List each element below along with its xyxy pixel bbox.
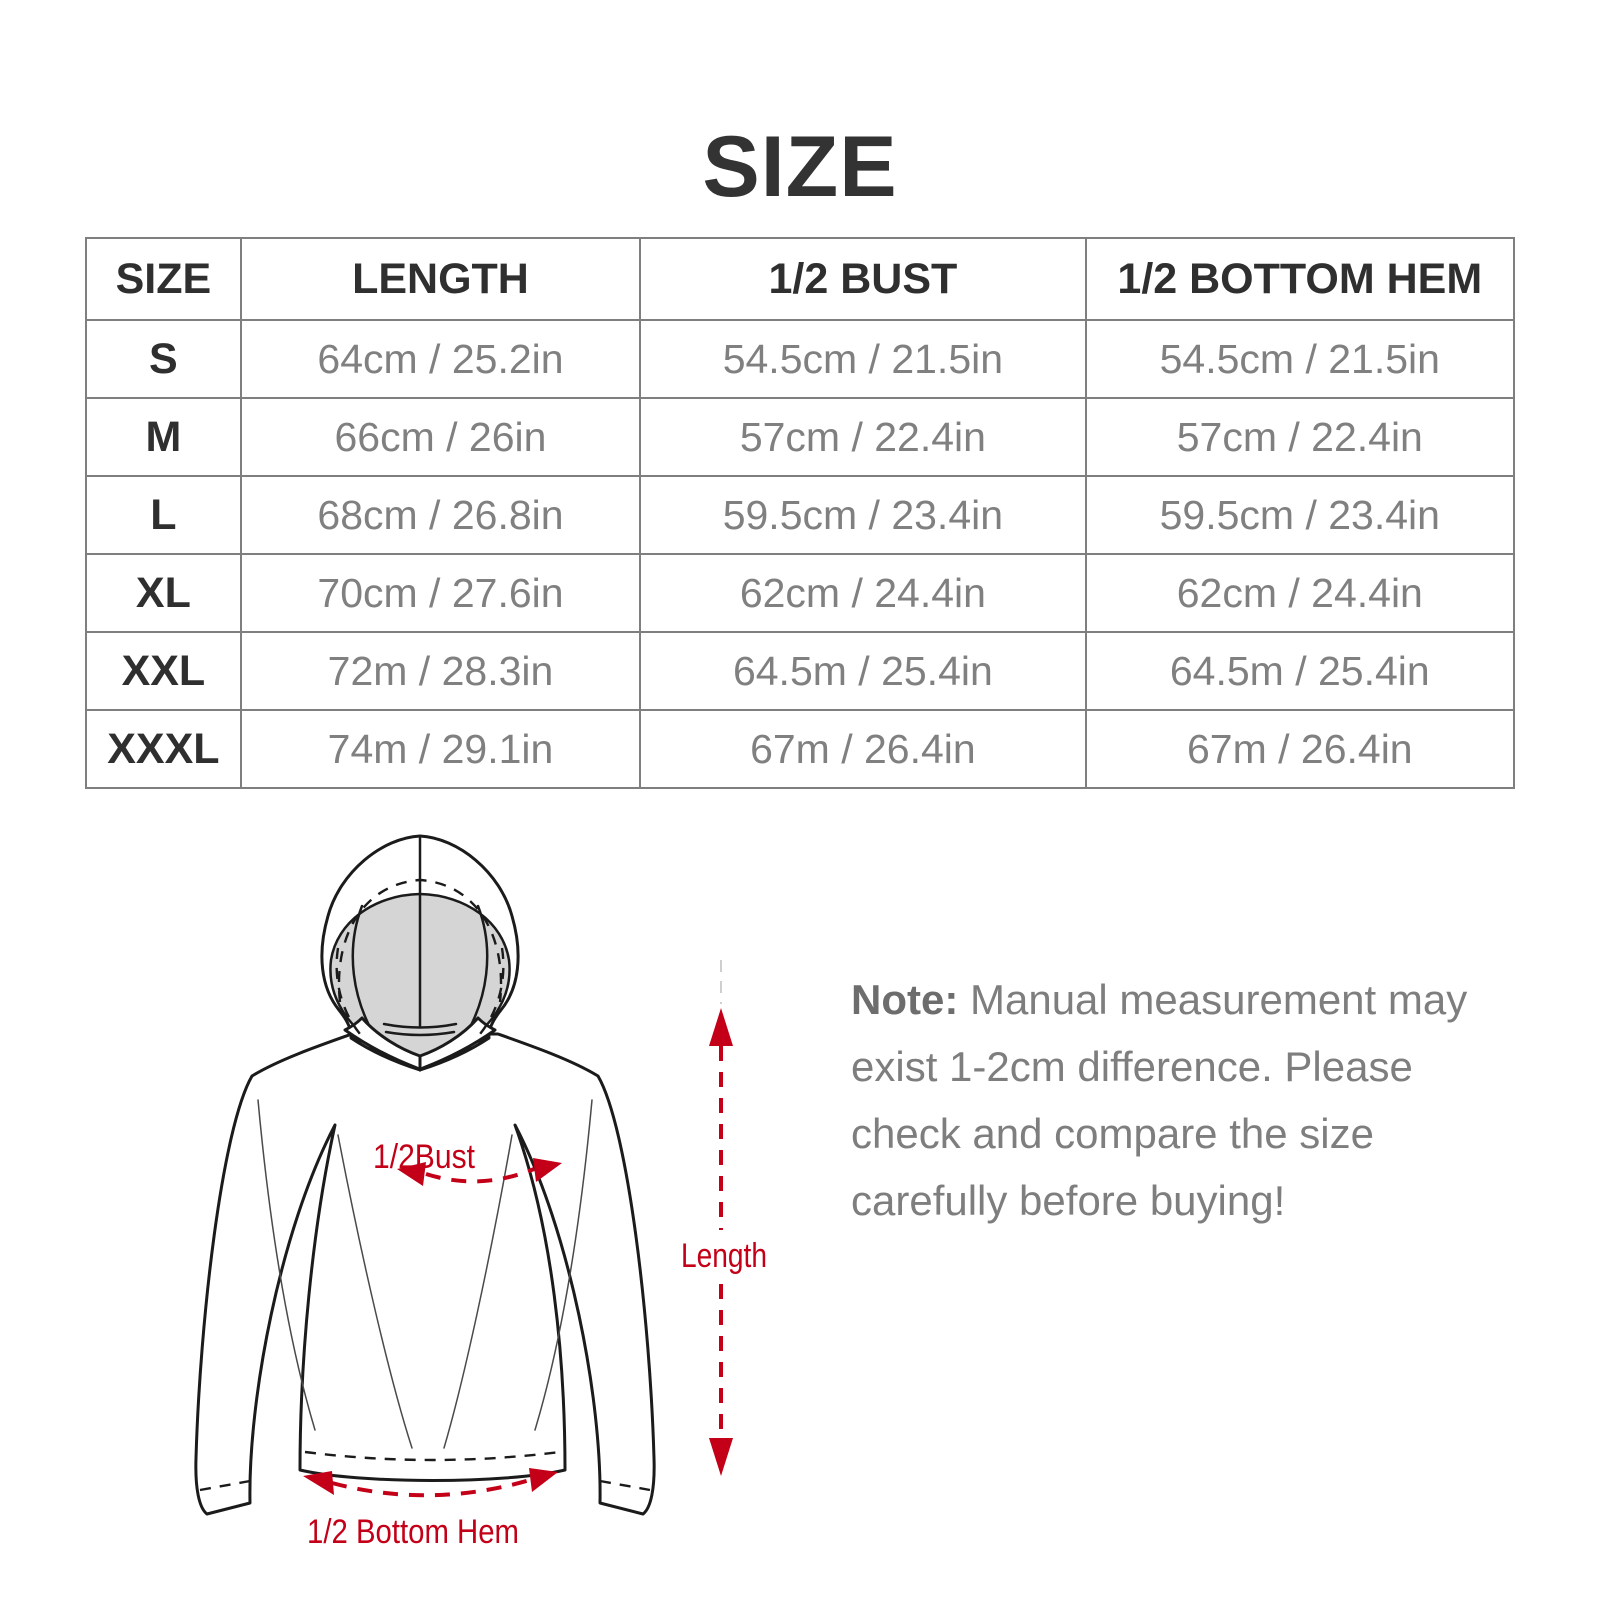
cell-length: 74m / 29.1in [241,710,640,788]
length-arrowhead-top [709,1008,733,1046]
cell-size: S [86,320,241,398]
note-body: Manual measurement may exist 1-2cm difference. Please check and compare the size carefully before buying! [851,976,1468,1224]
length-arrowhead-bottom [709,1438,733,1476]
cell-bust: 62cm / 24.4in [640,554,1085,632]
cell-length: 72m / 28.3in [241,632,640,710]
cell-bust: 64.5m / 25.4in [640,632,1085,710]
cell-size: L [86,476,241,554]
size-table [85,237,1515,789]
table-row-xl [86,554,1514,632]
cell-length: 70cm / 27.6in [241,554,640,632]
cell-bottom-hem: 54.5cm / 21.5in [1086,320,1514,398]
cell-size: M [86,398,241,476]
table-row-s [86,320,1514,398]
table-row-m [86,398,1514,476]
bottom-hem-measure-label: 1/2 Bottom Hem [307,1513,519,1551]
note-label: Note: [851,976,959,1023]
length-measure-label: Length [681,1237,767,1275]
cell-bust: 67m / 26.4in [640,710,1085,788]
col-header-length: LENGTH [241,238,640,320]
cell-size: XXL [86,632,241,710]
cell-bottom-hem: 64.5m / 25.4in [1086,632,1514,710]
col-header-bust: 1/2 BUST [640,238,1085,320]
col-header-bottom-hem: 1/2 BOTTOM HEM [1086,238,1514,320]
cell-length: 68cm / 26.8in [241,476,640,554]
cell-size: XXXL [86,710,241,788]
cell-bottom-hem: 57cm / 22.4in [1086,398,1514,476]
cell-bottom-hem: 59.5cm / 23.4in [1086,476,1514,554]
cell-length: 66cm / 26in [241,398,640,476]
cell-length: 64cm / 25.2in [241,320,640,398]
cell-bust: 57cm / 22.4in [640,398,1085,476]
bust-measure-label: 1/2Bust [373,1138,476,1176]
cell-bottom-hem: 62cm / 24.4in [1086,554,1514,632]
table-row-xxxl [86,710,1514,788]
hem-arrowhead-left [303,1471,334,1495]
hoodie-measurement-diagram [90,790,830,1580]
hem-arrowhead-right [529,1468,558,1492]
cell-bottom-hem: 67m / 26.4in [1086,710,1514,788]
table-header-row [86,238,1514,320]
table-row-xxl [86,632,1514,710]
cell-bust: 59.5cm / 23.4in [640,476,1085,554]
cell-size: XL [86,554,241,632]
hoodie-body [196,1034,654,1514]
bottom-hem-measure-line [332,1480,530,1495]
page-title: SIZE [702,119,898,215]
col-header-size: SIZE [86,238,241,320]
table-row-l [86,476,1514,554]
cell-bust: 54.5cm / 21.5in [640,320,1085,398]
note-text [851,966,1496,1234]
